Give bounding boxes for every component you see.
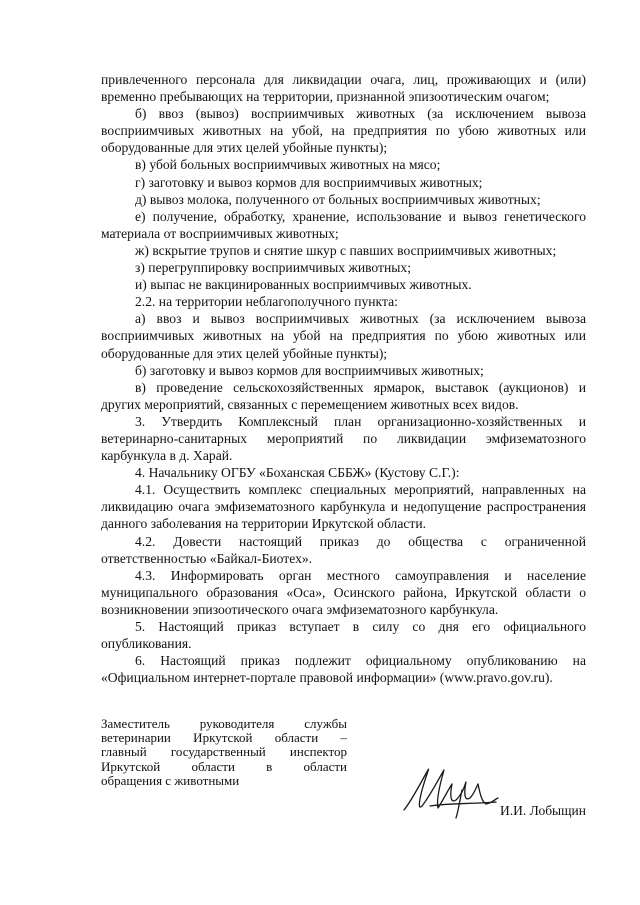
paragraph: 2.2. на территории неблагополучного пункта: (135, 294, 398, 310)
signatory-position (101, 717, 347, 788)
paragraph: б) ввоз (вывоз) восприимчивых животных (за исключением вывоза восприимчивых животных на убой, на предприятия по убою животных или оборудованные для этих целей убойные пункты); (101, 106, 586, 156)
paragraph: а) ввоз и вывоз восприимчивых животных (за исключением вывоза восприимчивых животных на убой на предприятия по убою животных или оборудованные для этих целей убойные пункты); (101, 311, 586, 361)
paragraph: и) выпас не вакцинированных восприимчивых животных. (135, 277, 472, 293)
handwritten-signature-icon (400, 760, 500, 820)
paragraph: 4.1. Осуществить комплекс специальных мероприятий, направленных на ликвидацию очага эмфизематозного карбункула и недопущение распространения данного заболевания на территории Иркутской области. (101, 482, 586, 532)
signatory-position-line: Иркутской области в области (101, 758, 347, 774)
paragraph: привлеченного персонала для ликвидации очага, лиц, проживающих и (или) временно пребывающих на территории, признанной эпизоотическим очагом; (101, 72, 586, 105)
signatory-position-line: ветеринарии Иркутской области – (101, 730, 347, 746)
paragraph: д) вывоз молока, полученного от больных восприимчивых животных; (135, 191, 541, 207)
paragraph: в) проведение сельскохозяйственных ярмарок, выставок (аукционов) и других мероприятий, связанных с перемещением животных всех видов. (101, 379, 586, 412)
paragraph: 3. Утвердить Комплексный план организационно-хозяйственных и ветеринарно-санитарных мероприятий по ликвидации эмфизематозного карбункула в д. Харай. (101, 413, 586, 464)
signatory-position-line: главный государственный инспектор (101, 744, 347, 760)
paragraph: 5. Настоящий приказ вступает в силу со дня его официального опубликования. (101, 619, 586, 652)
paragraph: г) заготовку и вывоз кормов для восприимчивых животных; (135, 174, 483, 190)
paragraph: 4. Начальнику ОГБУ «Боханская СББЖ» (Кустову С.Г.): (135, 465, 460, 481)
paragraph: в) убой больных восприимчивых животных на мясо; (135, 157, 441, 173)
paragraph: з) перегруппировку восприимчивых животных; (135, 260, 411, 276)
signer-name: И.И. Лобыщин (500, 803, 586, 818)
paragraph: 4.3. Информировать орган местного самоуправления и население муниципального образования «Оса», Осинского района, Иркутской области о возникновении эпизоотического очага эмфизематозного карбункула. (101, 567, 586, 617)
paragraph: ж) вскрытие трупов и снятие шкур с павших восприимчивых животных; (135, 242, 557, 258)
signatory-position-line: обращения с животными (101, 772, 240, 788)
paragraph: 4.2. Довести настоящий приказ до общества с ограниченной ответственностью «Байкал-Биотех». (101, 533, 586, 566)
signatory-position-line: Заместитель руководителя службы (101, 716, 347, 731)
paragraph: 6. Настоящий приказ подлежит официальному опубликованию на «Официальном интернет-портале правовой информации» (www.pravo.gov.ru). (101, 653, 586, 686)
paragraph: е) получение, обработку, хранение, использование и вывоз генетического материала от восприимчивых животных; (101, 208, 586, 241)
paragraph: б) заготовку и вывоз кормов для восприимчивых животных; (135, 362, 484, 378)
document-body (101, 71, 586, 686)
